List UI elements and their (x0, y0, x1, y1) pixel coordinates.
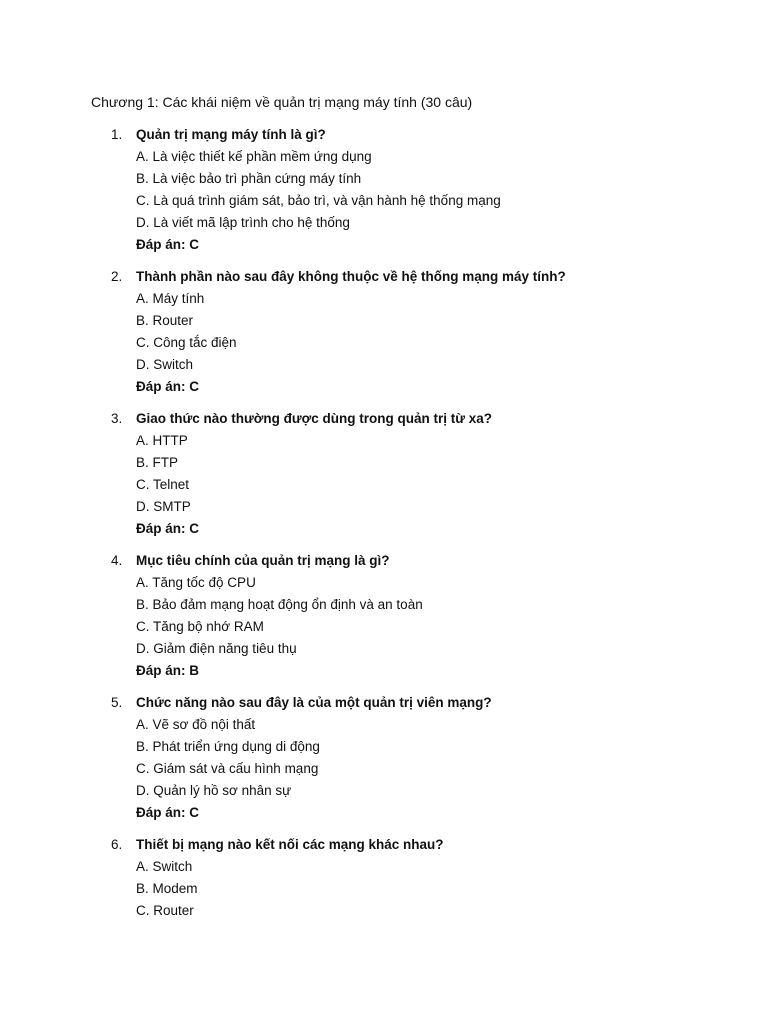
option-b: B. Modem (136, 881, 198, 896)
option-d: D. Là viết mã lập trình cho hệ thống (136, 215, 350, 230)
option-d: D. Quản lý hồ sơ nhân sự (136, 783, 292, 798)
answer-key: Đáp án: C (136, 379, 200, 394)
question-text: Thành phần nào sau đây không thuộc về hệ thống mạng máy tính? (136, 269, 566, 284)
question-number: 4. (111, 553, 123, 568)
option-c: C. Router (136, 903, 194, 918)
question-text: Thiết bị mạng nào kết nối các mạng khác nhau? (136, 837, 444, 852)
option-c: C. Công tắc điện (136, 335, 237, 350)
question-line (0, 692, 768, 714)
option-c: C. Giám sát và cấu hình mạng (136, 761, 319, 776)
answer-key: Đáp án: C (136, 237, 200, 252)
option-b: B. Phát triển ứng dụng di động (136, 739, 320, 754)
option-b: B. Router (136, 313, 194, 328)
question-number: 1. (111, 127, 123, 142)
option-a: A. Máy tính (136, 291, 205, 306)
question-text: Mục tiêu chính của quản trị mạng là gì? (136, 553, 390, 568)
answer-key: Đáp án: B (136, 663, 200, 678)
question-1 (0, 124, 768, 256)
option-c: C. Tăng bộ nhớ RAM (136, 619, 264, 634)
question-number: 6. (111, 837, 123, 852)
option-d: D. Switch (136, 357, 194, 372)
question-text: Chức năng nào sau đây là của một quản trị viên mạng? (136, 695, 492, 710)
question-6 (0, 834, 768, 922)
chapter-title: Chương 1: Các khái niệm về quản trị mạng máy tính (30 câu) (91, 94, 473, 110)
question-text: Quản trị mạng máy tính là gì? (136, 127, 326, 142)
question-line (0, 124, 768, 146)
answer-key: Đáp án: C (136, 805, 200, 820)
option-a: A. Tăng tốc độ CPU (136, 575, 256, 590)
question-2 (0, 266, 768, 398)
question-4 (0, 550, 768, 682)
option-c: C. Telnet (136, 477, 190, 492)
option-d: D. Giảm điện năng tiêu thụ (136, 641, 297, 656)
question-text: Giao thức nào thường được dùng trong quản trị từ xa? (136, 411, 493, 426)
option-b: B. FTP (136, 455, 179, 470)
answer-key: Đáp án: C (136, 521, 200, 536)
question-number: 2. (111, 269, 123, 284)
question-line (0, 408, 768, 430)
option-b: B. Là việc bảo trì phần cứng máy tính (136, 171, 362, 186)
option-d: D. SMTP (136, 499, 191, 514)
question-number: 3. (111, 411, 123, 426)
option-b: B. Bảo đảm mạng hoạt động ổn định và an toàn (136, 597, 423, 612)
option-a: A. Là việc thiết kế phần mềm ứng dụng (136, 149, 372, 164)
option-a: A. Switch (136, 859, 193, 874)
option-a: A. HTTP (136, 433, 188, 448)
option-a: A. Vẽ sơ đồ nội thất (136, 717, 256, 732)
question-line (0, 834, 768, 856)
question-line (0, 550, 768, 572)
question-3 (0, 408, 768, 540)
question-line (0, 266, 768, 288)
question-5 (0, 692, 768, 824)
question-number: 5. (111, 695, 123, 710)
option-c: C. Là quá trình giám sát, bảo trì, và vận hành hệ thống mạng (136, 193, 501, 208)
